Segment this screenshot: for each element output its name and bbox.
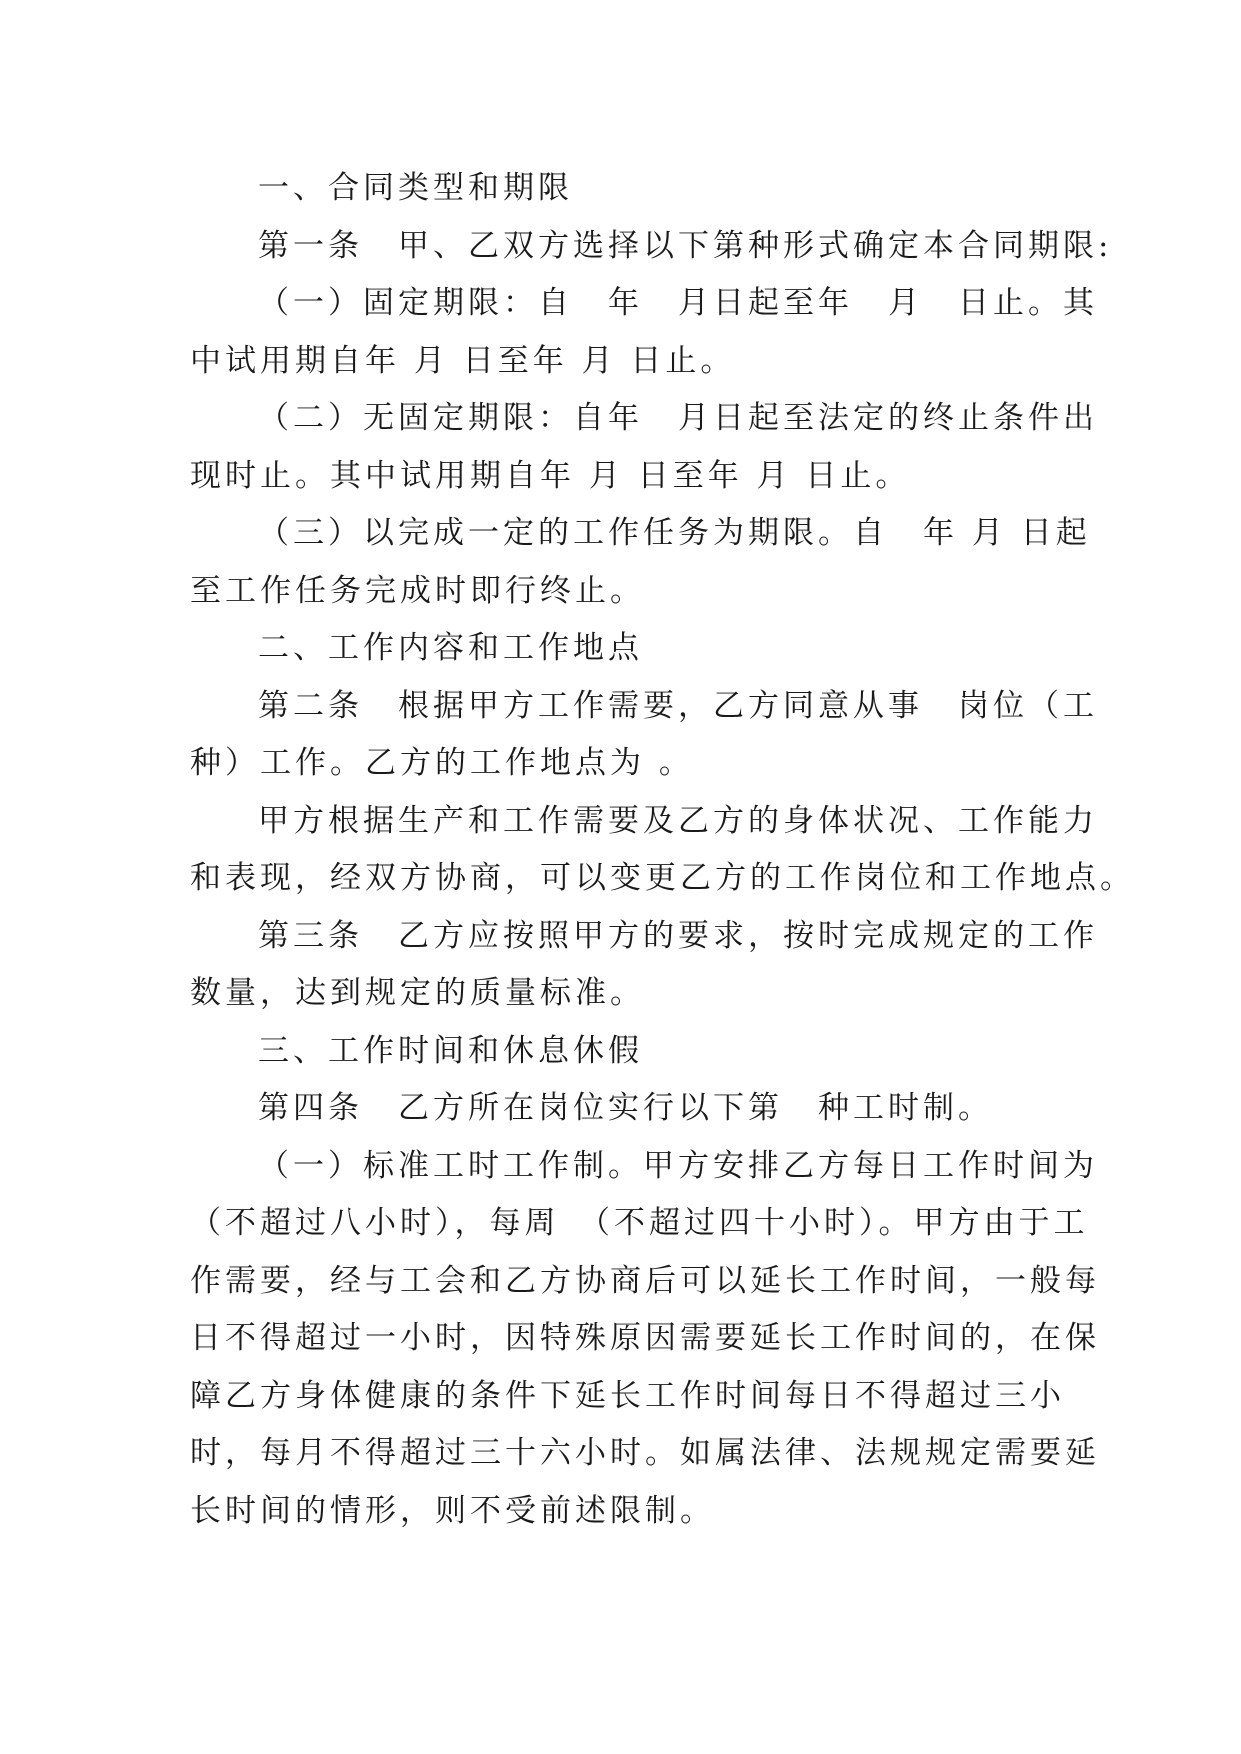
article-1-item-2-line: 现时止。其中试用期自年 月 日至年 月 日止。: [190, 458, 911, 494]
article-1-item-3-line: 至工作任务完成时即行终止。: [190, 573, 645, 609]
article-1-item-1-line: （一）固定期限：自 年 月日起至年 月 日止。其: [258, 285, 1098, 321]
article-1-line: 第一条 甲、乙双方选择以下第种形式确定本合同期限:: [258, 228, 1113, 264]
section-heading-1: 一、合同类型和期限: [258, 170, 573, 206]
article-2-line: 种）工作。乙方的工作地点为 。: [190, 745, 694, 781]
article-4-line: 第四条 乙方所在岗位实行以下第 种工时制。: [258, 1090, 993, 1126]
article-4-item-1-line: 作需要，经与工会和乙方协商后可以延长工作时间，一般每: [190, 1263, 1100, 1299]
article-2-line: 第二条 根据甲方工作需要，乙方同意从事 岗位（工: [258, 688, 1098, 724]
article-4-item-1-line: 日不得超过一小时，因特殊原因需要延长工作时间的，在保: [190, 1320, 1100, 1356]
article-2-paragraph-line: 和表现，经双方协商，可以变更乙方的工作岗位和工作地点。: [190, 860, 1135, 896]
article-1-item-3-line: （三）以完成一定的工作任务为期限。自 年 月 日起: [258, 515, 1091, 551]
article-3-line: 数量，达到规定的质量标准。: [190, 975, 645, 1011]
article-4-item-1-line: 时，每月不得超过三十六小时。如属法律、法规规定需要延: [190, 1435, 1100, 1471]
article-4-item-1-line: （不超过八小时），每周 （不超过四十小时）。甲方由于工: [190, 1205, 1089, 1241]
article-1-item-2-line: （二）无固定期限：自年 月日起至法定的终止条件出: [258, 400, 1098, 436]
section-heading-2: 二、工作内容和工作地点: [258, 630, 643, 666]
article-1-item-1-line: 中试用期自年 月 日至年 月 日止。: [190, 343, 736, 379]
article-4-item-1-line: 障乙方身体健康的条件下延长工作时间每日不得超过三小: [190, 1378, 1065, 1414]
section-heading-3: 三、工作时间和休息休假: [258, 1033, 643, 1069]
article-3-line: 第三条 乙方应按照甲方的要求，按时完成规定的工作: [258, 918, 1098, 954]
article-2-paragraph-line: 甲方根据生产和工作需要及乙方的身体状况、工作能力: [258, 803, 1098, 839]
article-4-item-1-line: 长时间的情形，则不受前述限制。: [190, 1493, 715, 1529]
article-4-item-1-line: （一）标准工时工作制。甲方安排乙方每日工作时间为: [258, 1148, 1098, 1184]
